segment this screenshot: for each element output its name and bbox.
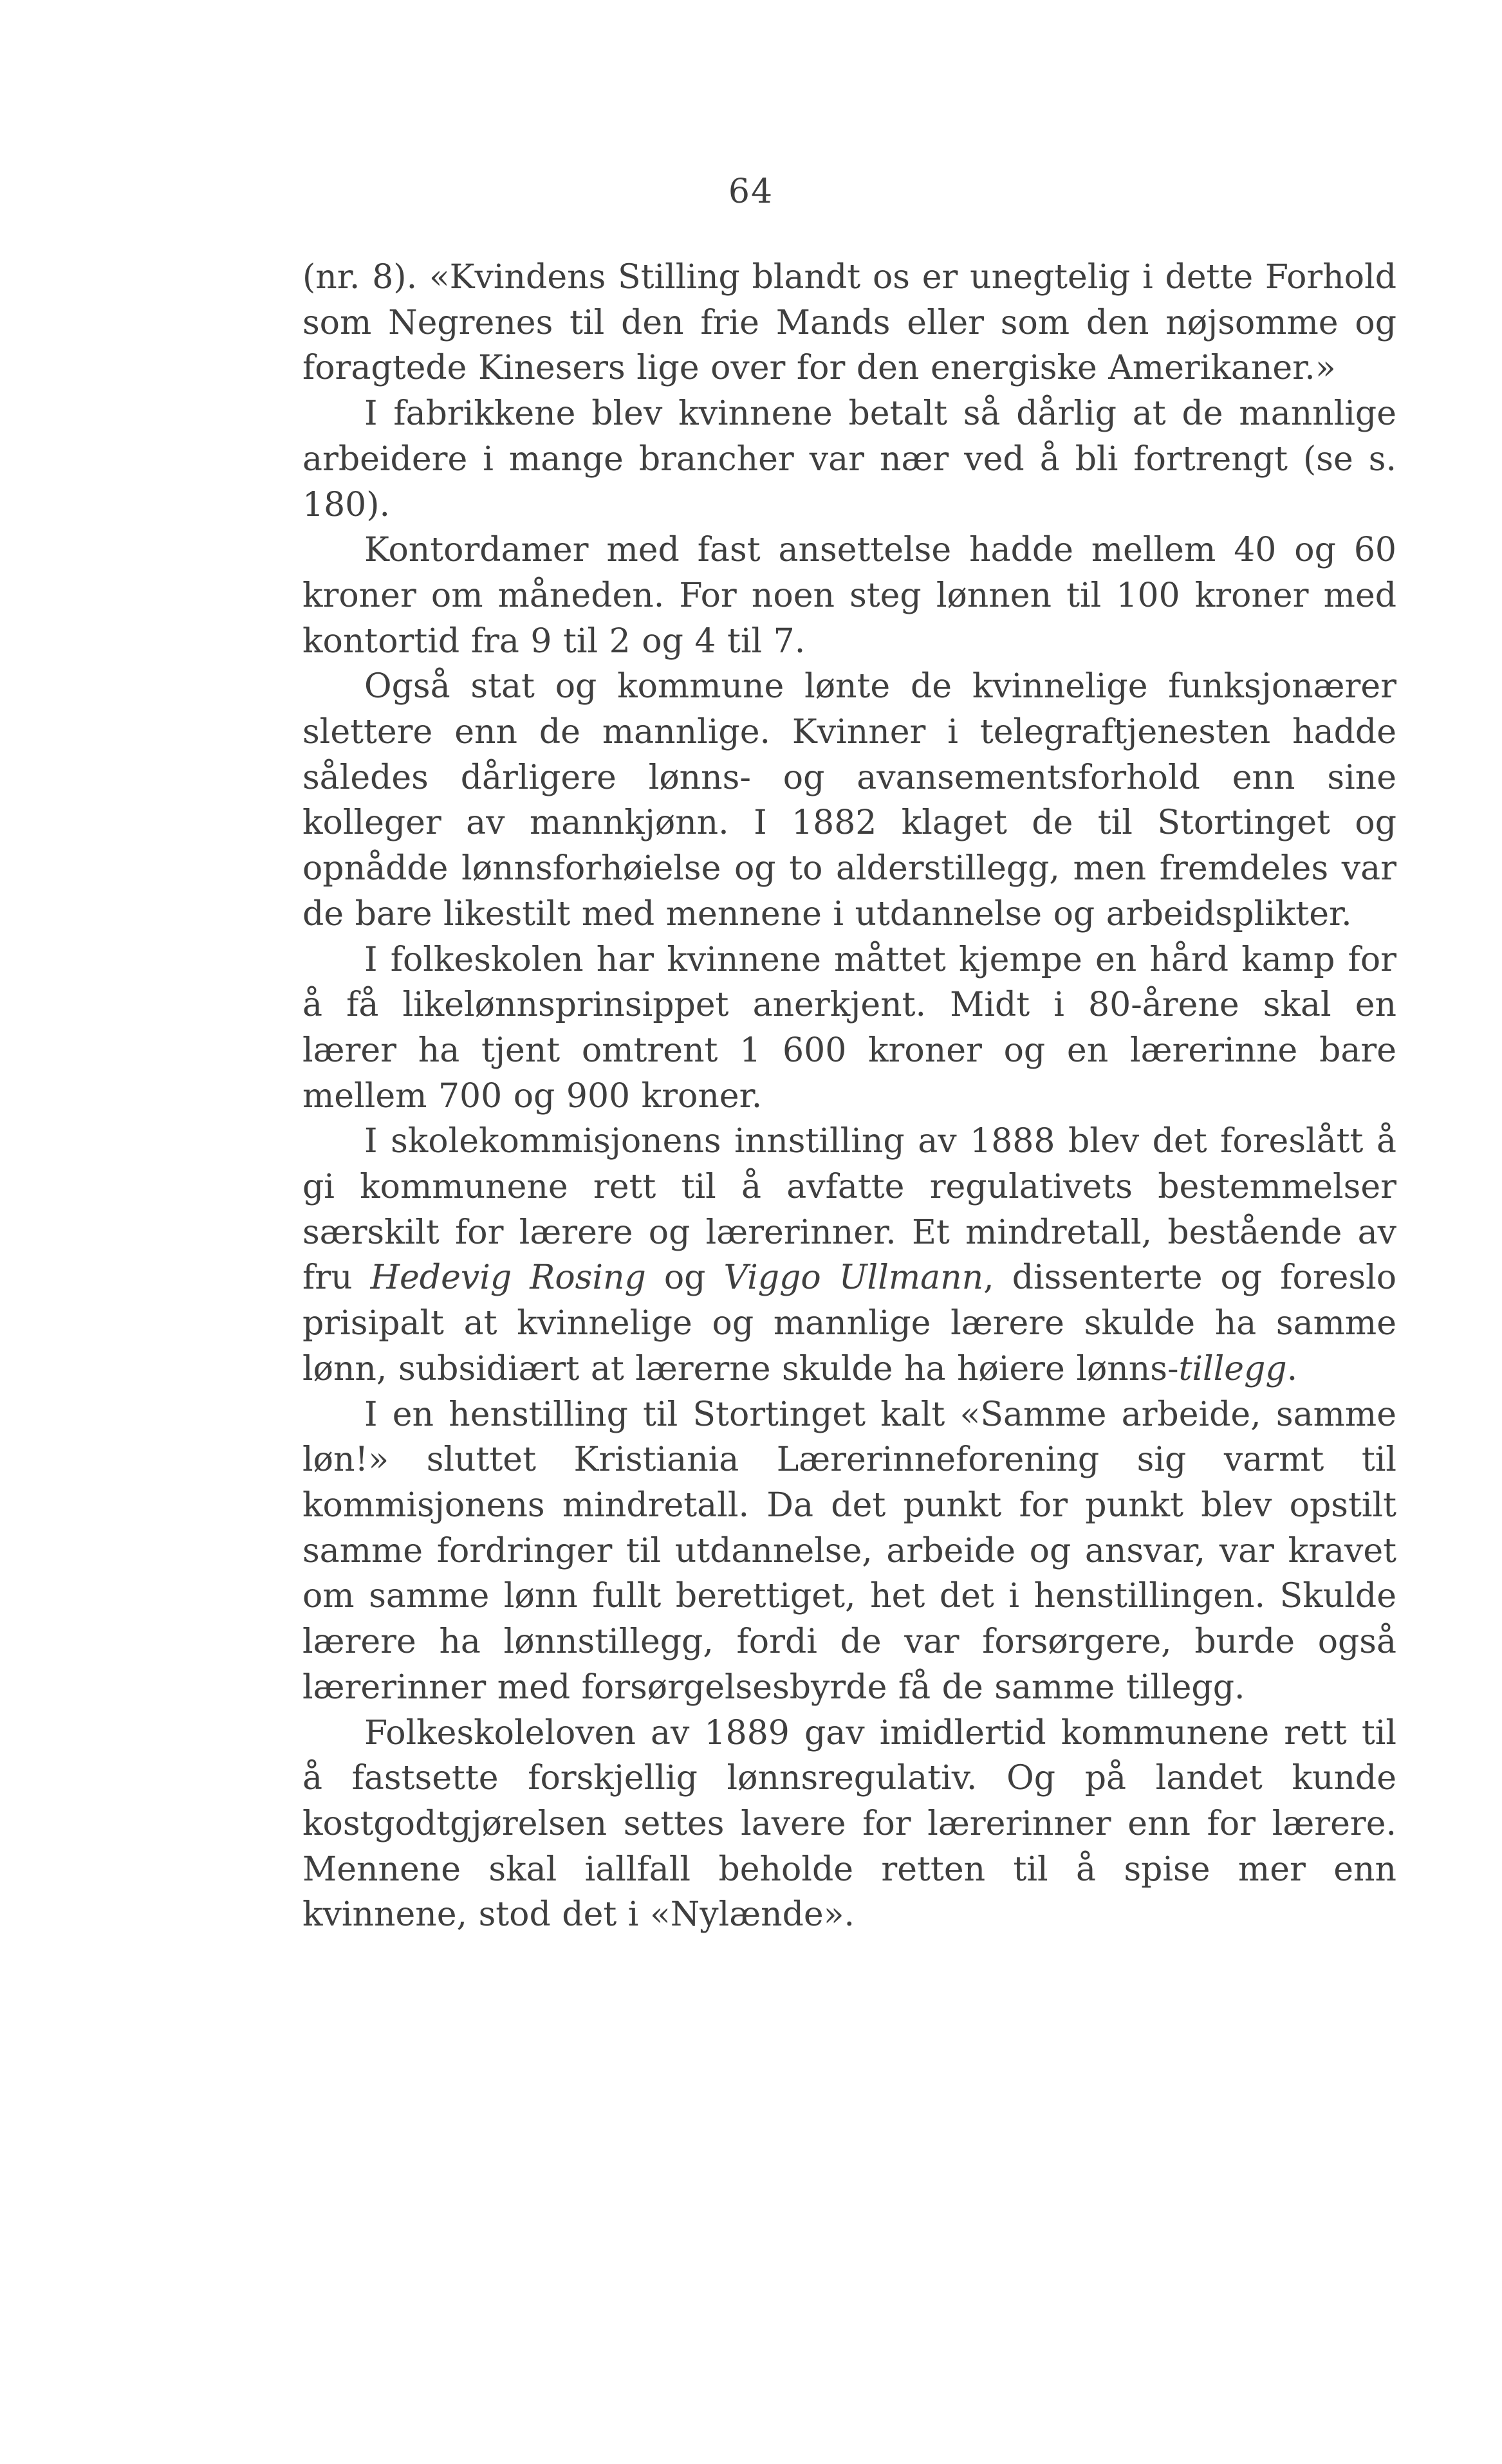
paragraph-6-text-before: I skolekommisjonens innstilling av 1888 blev det foreslått å gi kommunene rett til å avfatte regulativets bestemmelser særskilt for lærere og lærerinner. Et mindretall, bestående av fru [302, 1122, 1396, 1298]
paragraph-7: I en henstilling til Stortinget kalt «Samme arbeide, samme løn!» sluttet Kristiania Lærerinneforening sig varmt til kommisjonens mindretall. Da det punkt for punkt blev opstilt samme fordringer til utdannelse, arbeide og ansvar, var kravet om samme lønn fullt berettiget, het det i henstillingen. Skulde lærere ha lønnstillegg, fordi de var forsørgere, burde også lærerinner med forsørgelsesbyrde få de samme tillegg. [302, 1395, 1396, 1707]
paragraph-2: I fabrikkene blev kvinnene betalt så dårlig at de mannlige arbeidere i mange brancher var nær ved å bli fortrengt (se s. 180). [302, 394, 1396, 524]
person-name-hedevig-rosing: Hedevig Rosing [370, 1258, 646, 1298]
paragraph-6-text-middle: og [645, 1258, 724, 1298]
paragraph-6-italic-word: tillegg [1178, 1349, 1287, 1388]
paragraph-1: (nr. 8). «Kvindens Stilling blandt os er unegtelig i dette Forhold som Negrenes til den frie Mands eller som den nøjsomme og foragtede Kinesers lige over for den energiske Amerikaner.» [302, 258, 1396, 388]
paragraph-6-text-end: . [1286, 1349, 1298, 1388]
paragraph-6-text-after: , dissenterte og foreslo prisipalt at kvinnelige og mannlige lærere skulde ha samme lønn, subsidiært at lærerne skulde ha høiere lønns- [302, 1258, 1397, 1388]
paragraph-8: Folkeskoleloven av 1889 gav imidlertid kommunene rett til å fastsette forskjellig lønnsregulativ. Og på landet kunde kostgodtgjørelsen settes lavere for lærerinner enn for lærere. Mennene skal iallfall beholde retten til å spise mer enn kvinnene, stod det i «Nylænde». [302, 1713, 1396, 1935]
body-text [302, 255, 1396, 1938]
paragraph-3: Kontordamer med fast ansettelse hadde mellem 40 og 60 kroner om måneden. For noen steg lønnen til 100 kroner med kontortid fra 9 til 2 og 4 til 7. [302, 531, 1396, 661]
paragraph-6 [302, 1119, 1396, 1392]
paragraph-5: I folkeskolen har kvinnene måttet kjempe en hård kamp for å få likelønnsprinsippet anerkjent. Midt i 80-årene skal en lærer ha tjent omtrent 1 600 kroner og en lærerinne bare mellem 700 og 900 kroner. [302, 940, 1396, 1116]
person-name-viggo-ullmann: Viggo Ullmann [723, 1258, 984, 1298]
page-number: 64 [728, 172, 774, 211]
paragraph-4: Også stat og kommune lønte de kvinnelige funksjonærer slettere enn de mannlige. Kvinner i telegraftjenesten hadde således dårligere lønns- og avansementsforhold enn sine kolleger av mannkjønn. I 1882 klaget de til Stortinget og opnådde lønnsforhøielse og to alderstillegg, men fremdeles var de bare likestilt med mennene i utdannelse og arbeidsplikter. [302, 667, 1396, 933]
